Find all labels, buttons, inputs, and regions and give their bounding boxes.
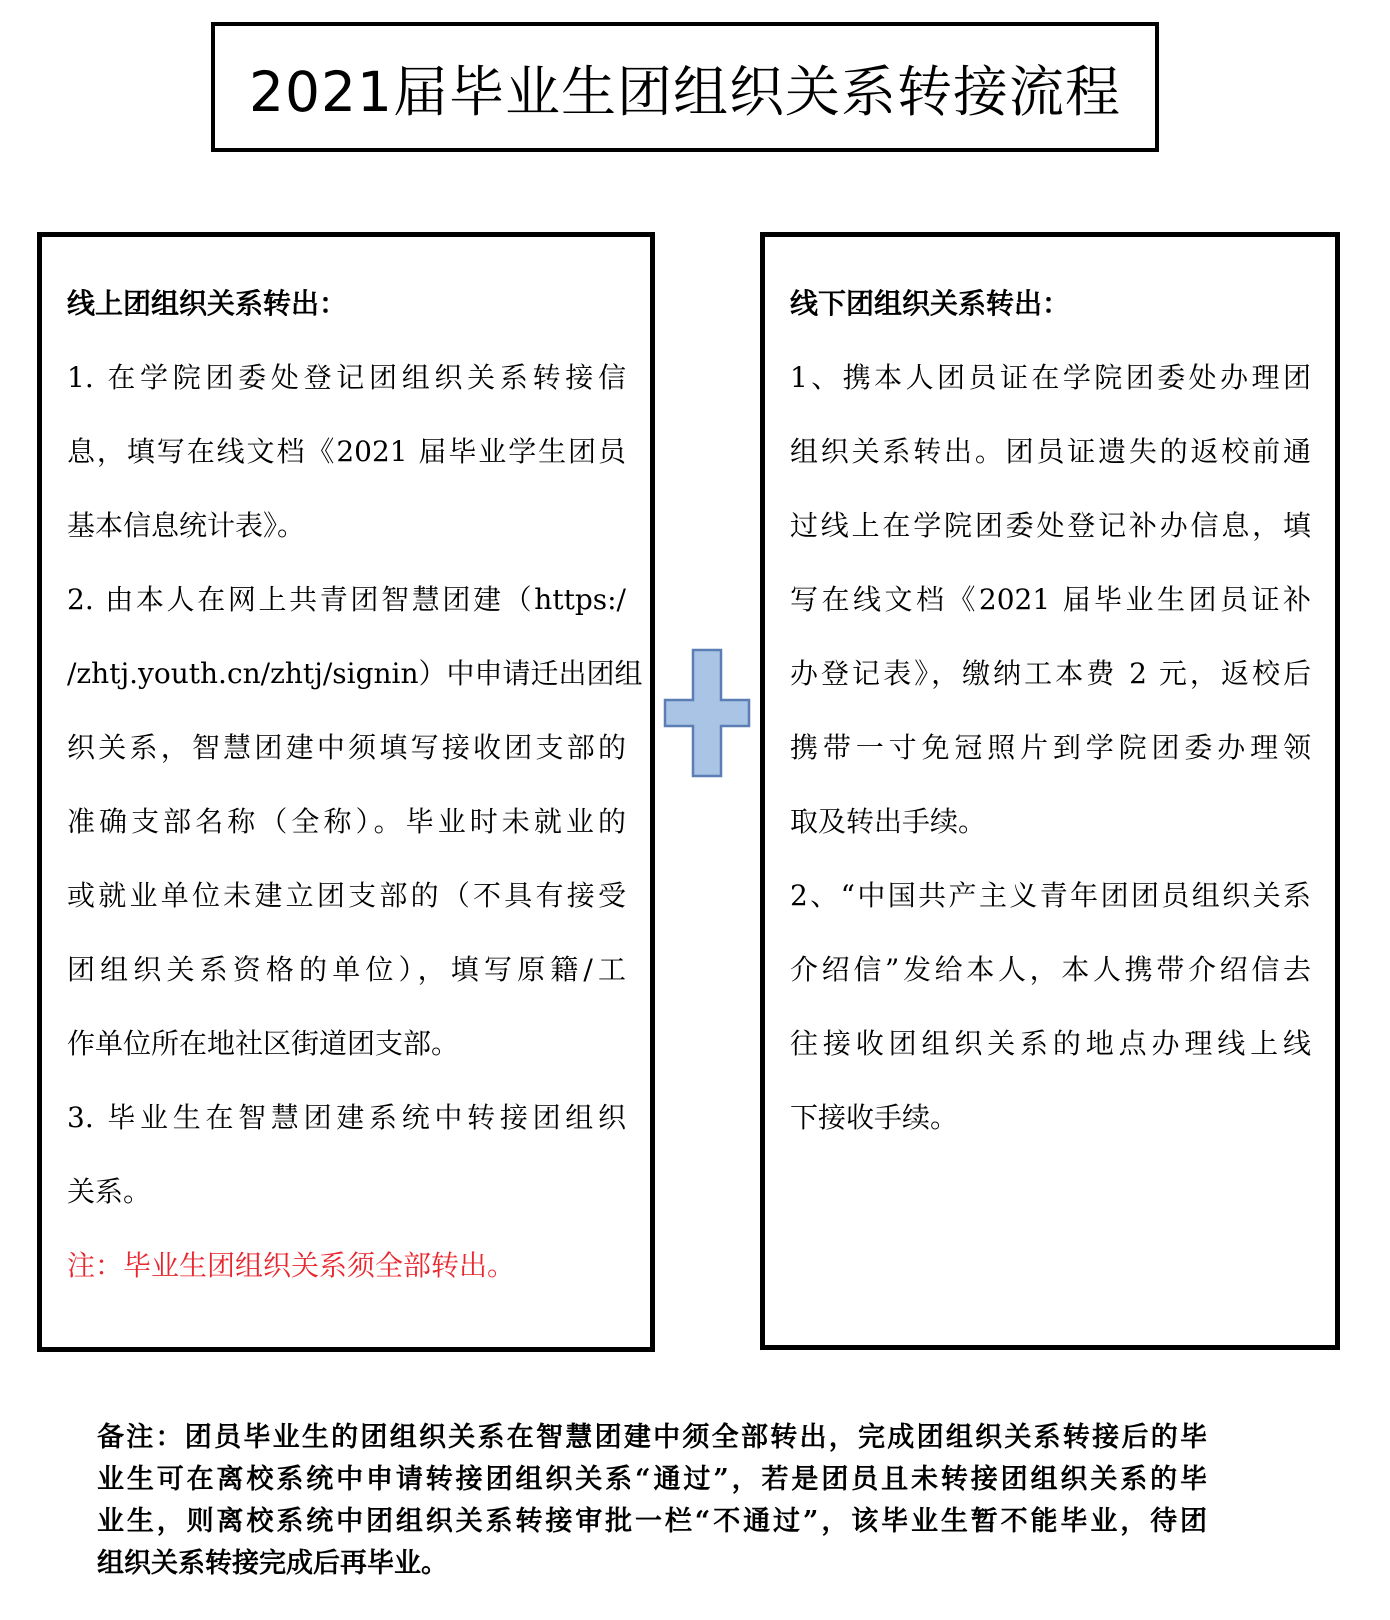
offline-text-line: 介绍信”发给本人，本人携带介绍信去 <box>790 953 1311 986</box>
footnote-line: 备注：团员毕业生的团组织关系在智慧团建中须全部转出，完成团组织关系转接后的毕 <box>97 1422 1207 1453</box>
online-text-line: 作单位所在地社区街道团支部。 <box>67 1027 460 1060</box>
footnote-line: 组织关系转接完成后再毕业。 <box>97 1548 448 1579</box>
online-text-line: 准确支部名称（全称）。毕业时未就业的 <box>67 805 626 838</box>
plus-icon <box>663 648 751 778</box>
offline-text-line: 组织关系转出。团员证遗失的返校前通 <box>790 435 1311 468</box>
online-text-line: 息，填写在线文档《2021 届毕业学生团员 <box>67 435 626 468</box>
online-text-line: 3. 毕业生在智慧团建系统中转接团组织 <box>67 1101 626 1134</box>
plus-shape <box>665 650 749 776</box>
offline-text-line: 过线上在学院团委处登记补办信息，填 <box>790 509 1311 542</box>
online-panel-heading: 线上团组织关系转出： <box>67 287 348 320</box>
online-text-line: 或就业单位未建立团支部的（不具有接受 <box>67 879 626 912</box>
online-text-line: 织关系，智慧团建中须填写接收团支部的 <box>67 731 626 764</box>
online-note: 注：毕业生团组织关系须全部转出。 <box>67 1249 516 1282</box>
online-text-line: 关系。 <box>67 1175 152 1208</box>
online-text-line: /zhtj.youth.cn/zhtj/signin）中申请迁出团组 <box>67 657 643 690</box>
title-box <box>211 22 1159 152</box>
online-text-line: 1. 在学院团委处登记团组织关系转接信 <box>67 361 626 394</box>
offline-text-line: 携带一寸免冠照片到学院团委办理领 <box>790 731 1311 764</box>
offline-text-line: 办登记表》，缴纳工本费 2 元，返校后 <box>790 657 1311 690</box>
offline-transfer-panel <box>760 232 1340 1350</box>
offline-text-line: 写在线文档《2021 届毕业生团员证补 <box>790 583 1311 616</box>
footnote <box>97 1417 1207 1585</box>
online-text-line: 基本信息统计表》。 <box>67 509 306 542</box>
offline-panel-heading: 线下团组织关系转出： <box>790 287 1071 320</box>
online-transfer-panel <box>37 232 655 1352</box>
online-text-line: 团组织关系资格的单位），填写原籍/工 <box>67 953 626 986</box>
footnote-line: 业生，则离校系统中团组织关系转接审批一栏“不通过”，该毕业生暂不能毕业，待团 <box>97 1506 1207 1537</box>
offline-text-line: 取及转出手续。 <box>790 805 987 838</box>
online-text-line: 2. 由本人在网上共青团智慧团建（https:/ <box>67 583 626 616</box>
offline-text-line: 下接收手续。 <box>790 1101 959 1134</box>
page-title: 2021届毕业生团组织关系转接流程 <box>249 59 1121 124</box>
offline-text-line: 2、“中国共产主义青年团团员组织关系 <box>790 879 1311 912</box>
offline-text-line: 1、携本人团员证在学院团委处办理团 <box>790 361 1311 394</box>
offline-text-line: 往接收团组织关系的地点办理线上线 <box>790 1027 1311 1060</box>
footnote-line: 业生可在离校系统中申请转接团组织关系“通过”，若是团员且未转接团组织关系的毕 <box>97 1464 1207 1495</box>
